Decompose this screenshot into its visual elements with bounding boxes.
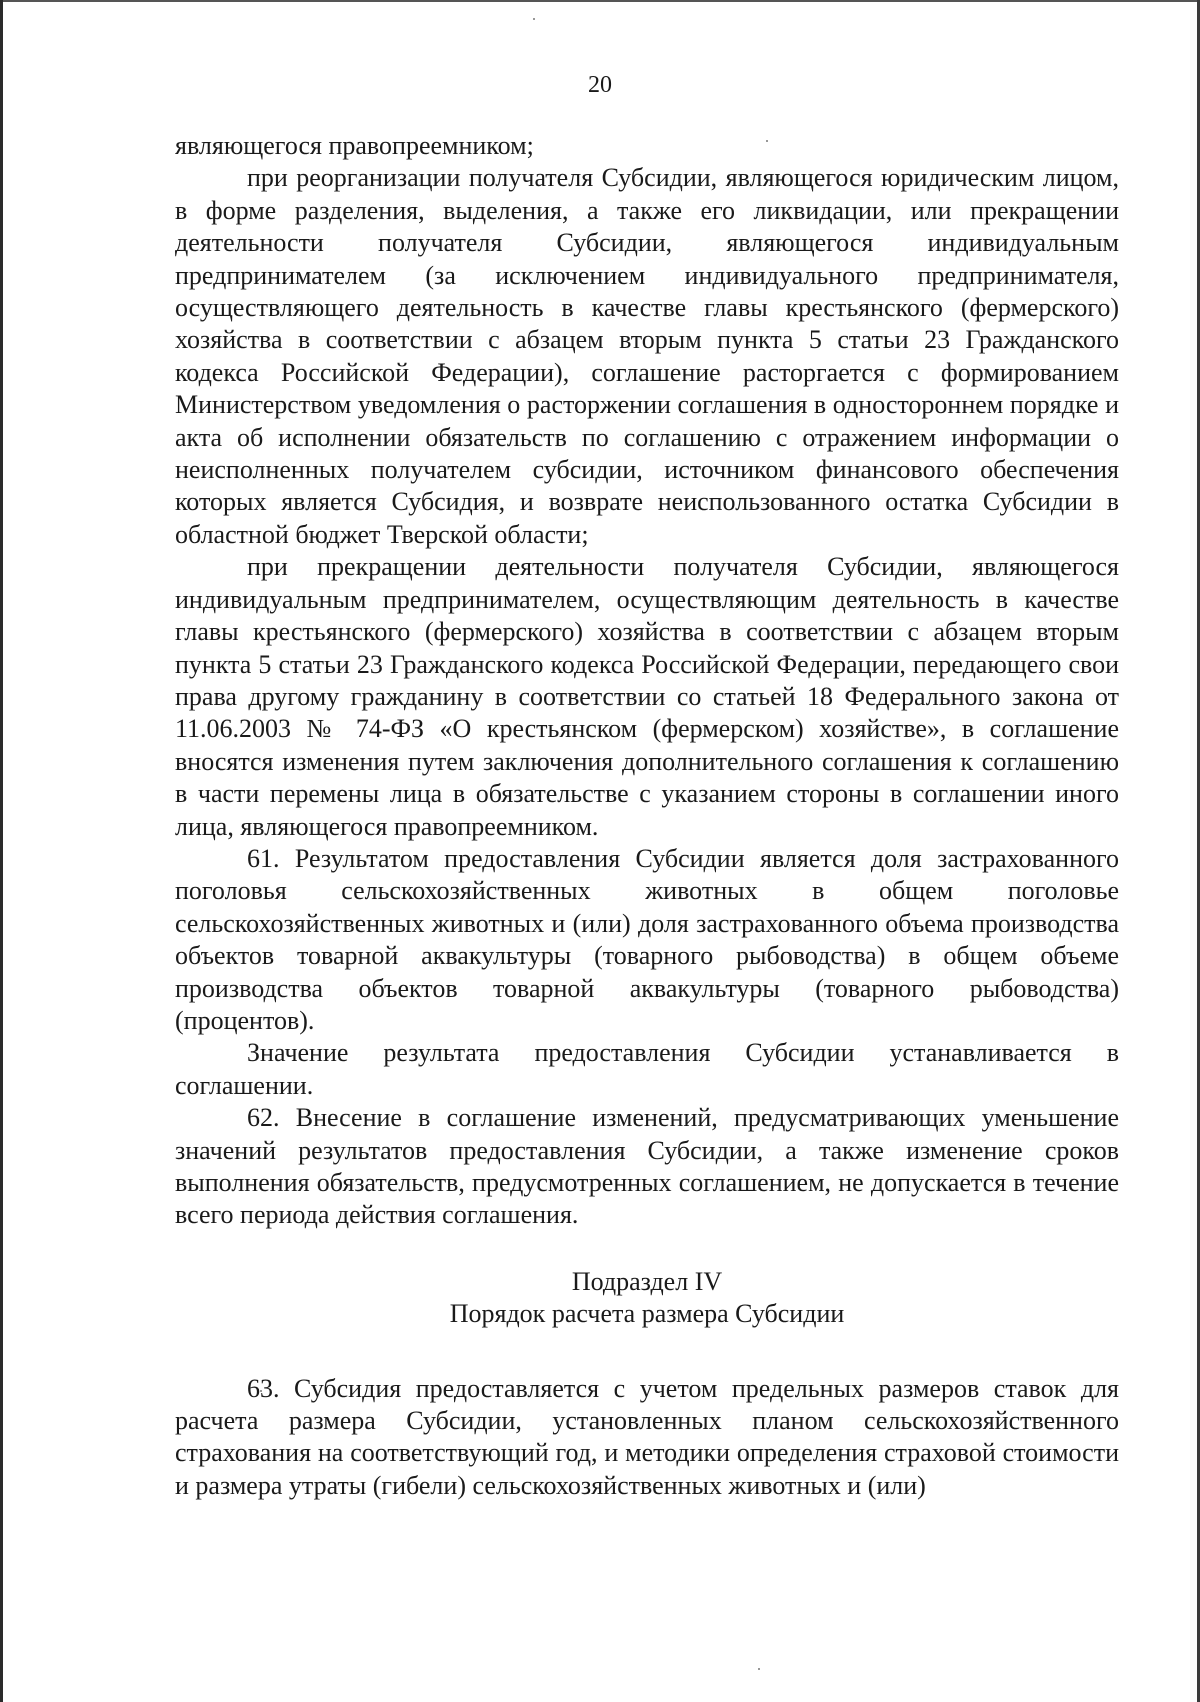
paragraph-63: 63. Субсидия предоставляется с учетом предельных размеров ставок для расчета размера Субсидии, установленных планом сельскохозяйственного страхования на соответствующий год, и методики определения страховой стоимости и размера утраты (гибели) сельскохозяйственных животных и (или) <box>175 1373 1119 1500</box>
paragraph-continuation: являющегося правопреемником; <box>175 131 534 160</box>
scan-speck <box>758 1668 760 1670</box>
section-title: Порядок расчета размера Субсидии <box>449 1299 845 1329</box>
paragraph-result-value: Значение результата предоставления Субсидии устанавливается в соглашении. <box>175 1038 1119 1100</box>
paragraph-termination: при прекращении деятельности получателя Субсидии, являющегося индивидуальным предпринимателем, осуществляющим деятельность в качестве главы крестьянского (фермерского) хозяйства в соответствии с абзацем вторым пункта 5 статьи 23 Гражданского кодекса Российской Федерации, передающего свои права другому гражданину в соответствии со статьей 18 Федерального закона от 11.06.2003 № 74-ФЗ «О крестьянском (фермерском) хозяйстве», в соглашение вносятся изменения путем заключения дополнительного соглашения к соглашению в части перемены лица в обязательстве с указанием стороны в соглашении иного лица, являющегося правопреемником. <box>175 552 1119 841</box>
section-label: Подраздел IV <box>571 1266 723 1296</box>
scan-speck <box>533 18 535 20</box>
page-number: 20 <box>588 72 612 98</box>
scan-edge-top <box>0 0 1200 2</box>
paragraph-reorganization: при реорганизации получателя Субсидии, являющегося юридическим лицом, в форме разделения, выделения, а также его ликвидации, или прекращении деятельности получателя Субсидии, являющегося индивидуальным предпринимателем (за исключением индивидуального предпринимателя, осуществляющего деятельность в качестве главы крестьянского (фермерского) хозяйства в соответствии с абзацем вторым пункта 5 статьи 23 Гражданского кодекса Российской Федерации), соглашение расторгается с формированием Министерством уведомления о расторжении соглашения в одностороннем порядке и акта об исполнении обязательств по соглашению с отражением информации о неисполненных получателем субсидии, источником финансового обеспечения которых является Субсидия, и возврате неиспользованного остатка Субсидии в областной бюджет Тверской области; <box>175 163 1119 549</box>
paragraph-62: 62. Внесение в соглашение изменений, предусматривающих уменьшение значений результатов предоставления Субсидии, а также изменение сроков выполнения обязательств, предусмотренных соглашением, не допускается в течение всего периода действия соглашения. <box>175 1103 1119 1230</box>
paragraph-61: 61. Результатом предоставления Субсидии является доля застрахованного поголовья сельскохозяйственных животных в общем поголовье сельскохозяйственных животных и (или) доля застрахованного объема производства объектов товарной аквакультуры (товарного рыбоводства) в общем объеме производства объектов товарной аквакультуры (товарного рыбоводства) (процентов). <box>175 843 1119 1035</box>
document-body <box>175 130 1119 1502</box>
scan-edge-left <box>0 0 3 1702</box>
